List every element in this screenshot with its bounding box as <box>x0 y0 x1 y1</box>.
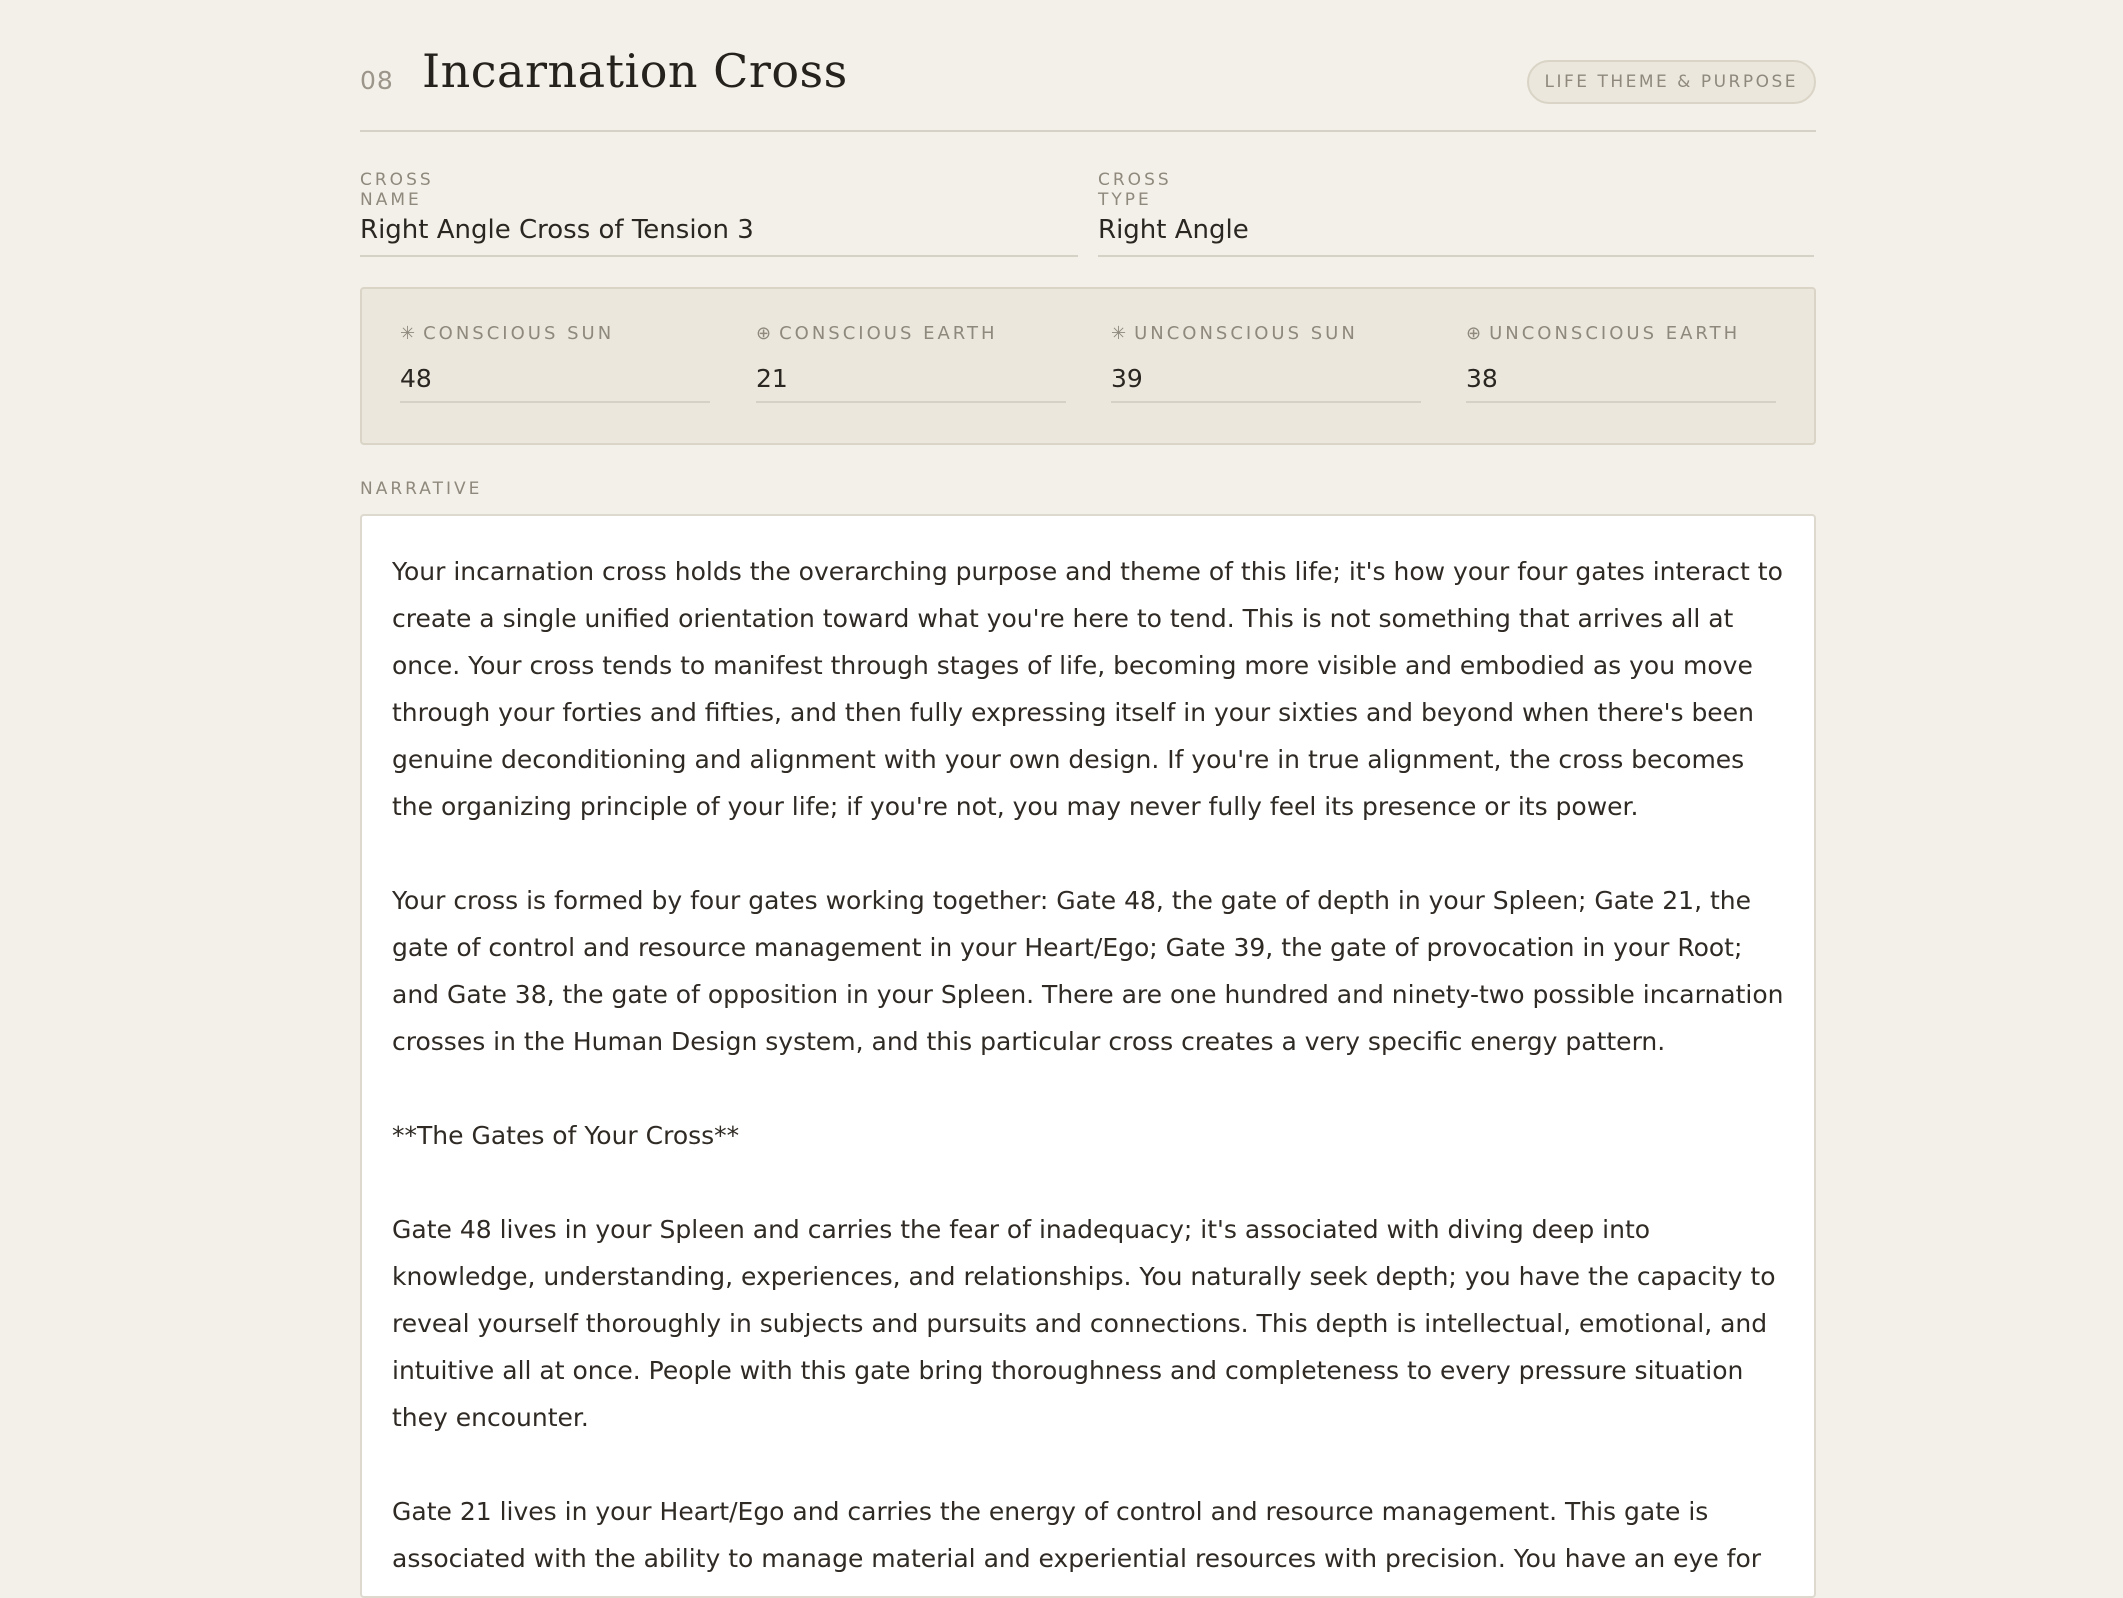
cross-name-input[interactable] <box>360 205 1078 257</box>
conscious-earth-input[interactable] <box>756 355 1066 403</box>
narrative-label: NARRATIVE <box>360 479 483 499</box>
unconscious-earth-label: ⊕ UNCONSCIOUS EARTH <box>1466 323 1741 344</box>
cross-name-label: CROSS NAME <box>360 170 434 210</box>
sun-icon: ✳ <box>1111 323 1127 344</box>
narrative-text: Your incarnation cross holds the overarching purpose and theme of this life; it's how your four gates interact to create a single unified orientation toward what you're here to tend. This is not something that arrives all at once. Your cross tends to manifest through stages of life, becoming more visible and embodied as you move through your forties and fifties, and then fully expressing itself in your sixties and beyond when there's been genuine deconditioning and alignment with your own design. If you're in true alignment, the cross becomes the organizing principle of your life; if you're not, you may never fully feel its presence or its power. Your cross is formed by four gates working together: Gate 48, the gate of depth in your Spleen; Gate 21, the gate of control and resource management in your Heart/Ego; Gate 39, the gate of provocation in your Root; and Gate 38, the gate of opposition in your Spleen. There are one hundred and ninety-two possible incarnation crosses in the Human Design system, and this particular cross creates a very specific energy pattern. **The Gates of Your Cross** Gate 48 lives in your Spleen and carries the fear of inadequacy; it's associated with diving deep into knowledge, understanding, experiences, and relationships. You naturally seek depth; you have the capacity to reveal yourself thoroughly in subjects and pursuits and connections. This depth is intellectual, emotional, and intuitive all at once. People with this gate bring thoroughness and completeness to every pressure situation they encounter. Gate 21 lives in your Heart/Ego and carries the energy of control and resource management. This gate is associated with the ability to manage material and experiential resources with precision. You have an eye for <box>392 557 1784 1573</box>
conscious-sun-label: ✳ CONSCIOUS SUN <box>400 323 615 344</box>
earth-icon: ⊕ <box>1466 323 1482 344</box>
conscious-sun-input[interactable] <box>400 355 710 403</box>
section-number: 08 <box>360 66 394 95</box>
incarnation-cross-section <box>360 0 1816 1573</box>
cross-type-input[interactable] <box>1098 205 1814 257</box>
unconscious-sun-label: ✳ UNCONSCIOUS SUN <box>1111 323 1358 344</box>
section-tag-badge: LIFE THEME & PURPOSE <box>1527 60 1816 104</box>
earth-icon: ⊕ <box>756 323 772 344</box>
section-header <box>360 0 1816 132</box>
unconscious-earth-input[interactable] <box>1466 355 1776 403</box>
sun-icon: ✳ <box>400 323 416 344</box>
cross-type-label: CROSS TYPE <box>1098 170 1172 210</box>
unconscious-sun-input[interactable] <box>1111 355 1421 403</box>
gates-panel <box>360 287 1816 445</box>
section-title: Incarnation Cross <box>422 44 848 98</box>
narrative-textarea[interactable] <box>360 514 1816 1598</box>
conscious-earth-label: ⊕ CONSCIOUS EARTH <box>756 323 998 344</box>
